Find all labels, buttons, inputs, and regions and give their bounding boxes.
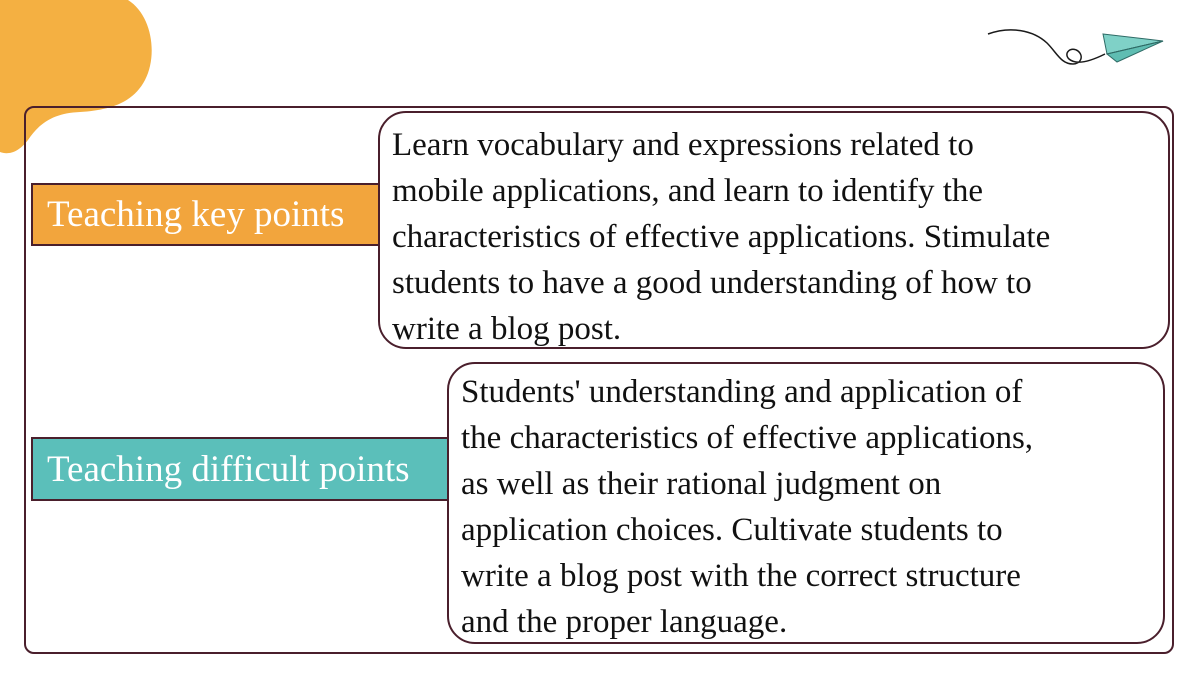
difficult-points-line: Students' understanding and application of bbox=[461, 374, 1023, 410]
difficult-points-text-box bbox=[447, 362, 1165, 644]
key-points-line: Learn vocabulary and expressions related to bbox=[392, 127, 974, 163]
difficult-points-line: as well as their rational judgment on bbox=[461, 466, 942, 502]
key-points-text-box bbox=[378, 111, 1170, 349]
difficult-points-line: and the proper language. bbox=[461, 604, 788, 640]
teaching-key-points-label: Teaching key points bbox=[31, 183, 383, 246]
key-points-line: write a blog post. bbox=[392, 311, 622, 347]
paper-plane-icon bbox=[985, 26, 1167, 74]
difficult-points-line: the characteristics of effective applications, bbox=[461, 420, 1034, 456]
difficult-points-line: application choices. Cultivate students to bbox=[461, 512, 1003, 548]
key-points-line: mobile applications, and learn to identify the bbox=[392, 173, 984, 209]
key-points-line: characteristics of effective applications. Stimulate bbox=[392, 219, 1051, 255]
key-points-line: students to have a good understanding of how to bbox=[392, 265, 1032, 301]
teaching-difficult-points-label: Teaching difficult points bbox=[31, 437, 453, 501]
difficult-points-line: write a blog post with the correct structure bbox=[461, 558, 1021, 594]
